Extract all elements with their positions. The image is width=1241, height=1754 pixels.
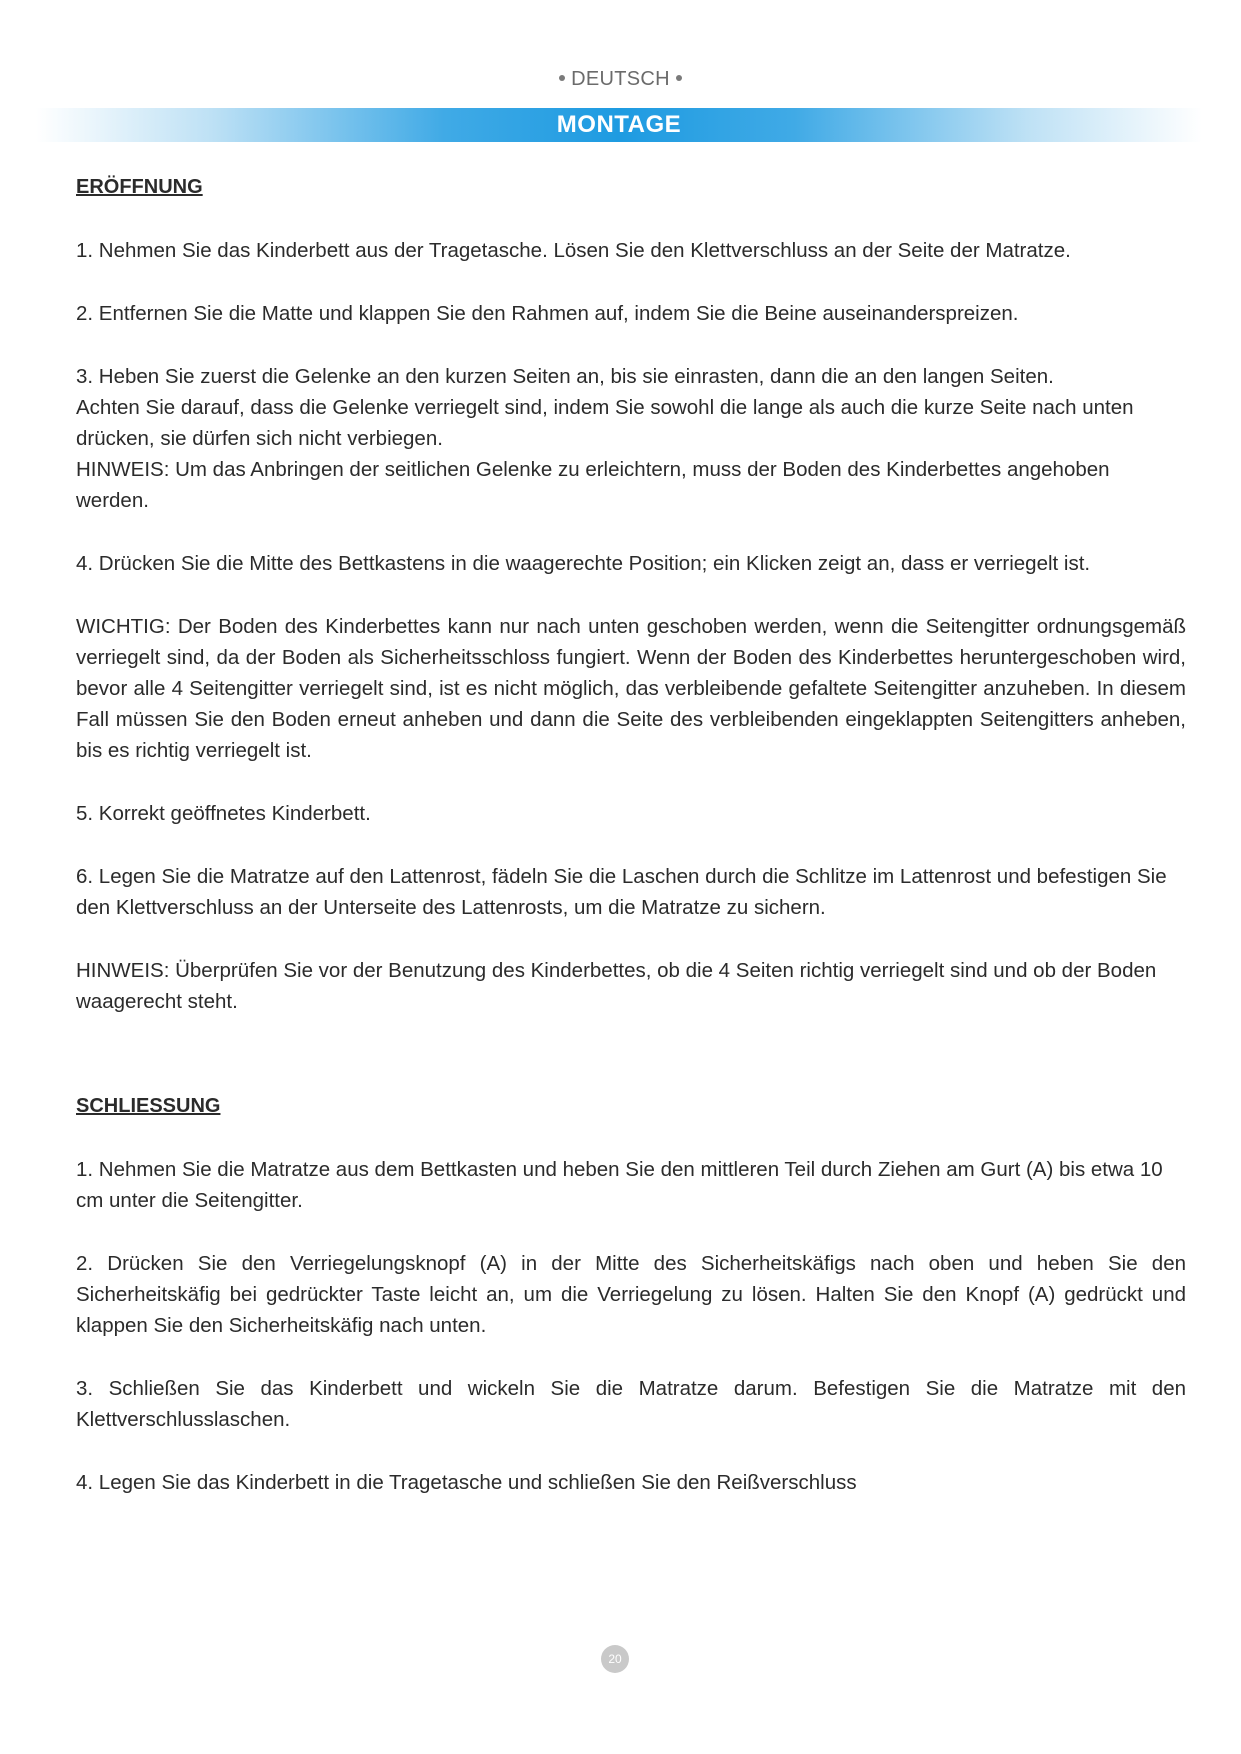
opening-step-3-note: HINWEIS: Um das Anbringen der seitlichen Gelenke zu erleichtern, muss der Boden des Kinderbettes angehoben werden. (76, 458, 1110, 512)
opening-final-note: HINWEIS: Überprüfen Sie vor der Benutzung des Kinderbettes, ob die 4 Seiten richtig verriegelt sind und ob der Boden waagerecht steht. (76, 959, 1157, 1013)
opening-step-2: 2. Entfernen Sie die Matte und klappen Sie den Rahmen auf, indem Sie die Beine auseinanderspreizen. (76, 302, 1019, 325)
closing-heading: SCHLIESSUNG (76, 1095, 221, 1117)
closing-step-1: 1. Nehmen Sie die Matratze aus dem Bettkasten und heben Sie den mittleren Teil durch Ziehen am Gurt (A) bis etwa 10 cm unter die Seitengitter. (76, 1158, 1163, 1212)
closing-step-3: 3. Schließen Sie das Kinderbett und wickeln Sie die Matratze darum. Befestigen Sie die Matratze mit den Klettverschlusslaschen. (76, 1377, 1186, 1431)
document-body (76, 172, 1186, 1530)
language-label: DEUTSCH (571, 68, 670, 90)
important-notice: WICHTIG: Der Boden des Kinderbettes kann nur nach unten geschoben werden, wenn die Seitengitter ordnungsgemäß verriegelt sind, da der Boden als Sicherheitsschloss fungiert. Wenn der Boden des Kinderbettes heruntergeschoben wird, bevor alle 4 Seitengitter verriegelt sind, ist es nicht möglich, das verbleibende gefaltete Seitengitter anzuheben. In diesem Fall müssen Sie den Boden erneut anheben und dann die Seite des verbleibenden eingeklappten Seitengitters anheben, bis es richtig verriegelt ist. (76, 615, 1186, 762)
opening-step-5: 5. Korrekt geöffnetes Kinderbett. (76, 802, 371, 825)
closing-step-4: 4. Legen Sie das Kinderbett in die Tragetasche und schließen Sie den Reißverschluss (76, 1471, 857, 1494)
opening-step-1: 1. Nehmen Sie das Kinderbett aus der Tragetasche. Lösen Sie den Klettverschluss an der Seite der Matratze. (76, 239, 1071, 262)
opening-step-3-detail: Achten Sie darauf, dass die Gelenke verriegelt sind, indem Sie sowohl die lange als auch die kurze Seite nach unten drücken, sie dürfen sich nicht verbiegen. (76, 396, 1134, 450)
opening-step-6: 6. Legen Sie die Matratze auf den Lattenrost, fädeln Sie die Laschen durch die Schlitze im Lattenrost und befestigen Sie den Klettverschluss an der Unterseite des Lattenrosts, um die Matratze zu sichern. (76, 865, 1167, 919)
page-number-badge: 20 (601, 1645, 629, 1673)
closing-step-2: 2. Drücken Sie den Verriegelungsknopf (A) in der Mitte des Sicherheitskäfigs nach oben und heben Sie den Sicherheitskäfig bei gedrückter Taste leicht an, um die Verriegelung zu lösen. Halten Sie den Knopf (A) gedrückt und klappen Sie den Sicherheitskäfig nach unten. (76, 1252, 1186, 1337)
section-banner (36, 108, 1202, 142)
opening-step-4: 4. Drücken Sie die Mitte des Bettkastens in die waagerechte Position; ein Klicken zeigt an, dass er verriegelt ist. (76, 552, 1091, 575)
bullet-dot-icon (676, 75, 682, 81)
section-title: MONTAGE (556, 111, 682, 138)
bullet-dot-icon (559, 75, 565, 81)
opening-step-3-text: 3. Heben Sie zuerst die Gelenke an den kurzen Seiten an, bis sie einrasten, dann die an den langen Seiten. (76, 365, 1054, 388)
language-header (0, 68, 1241, 91)
opening-heading: ERÖFFNUNG (76, 176, 203, 198)
section-spacer (76, 1049, 1186, 1091)
opening-step-3 (76, 361, 1186, 516)
